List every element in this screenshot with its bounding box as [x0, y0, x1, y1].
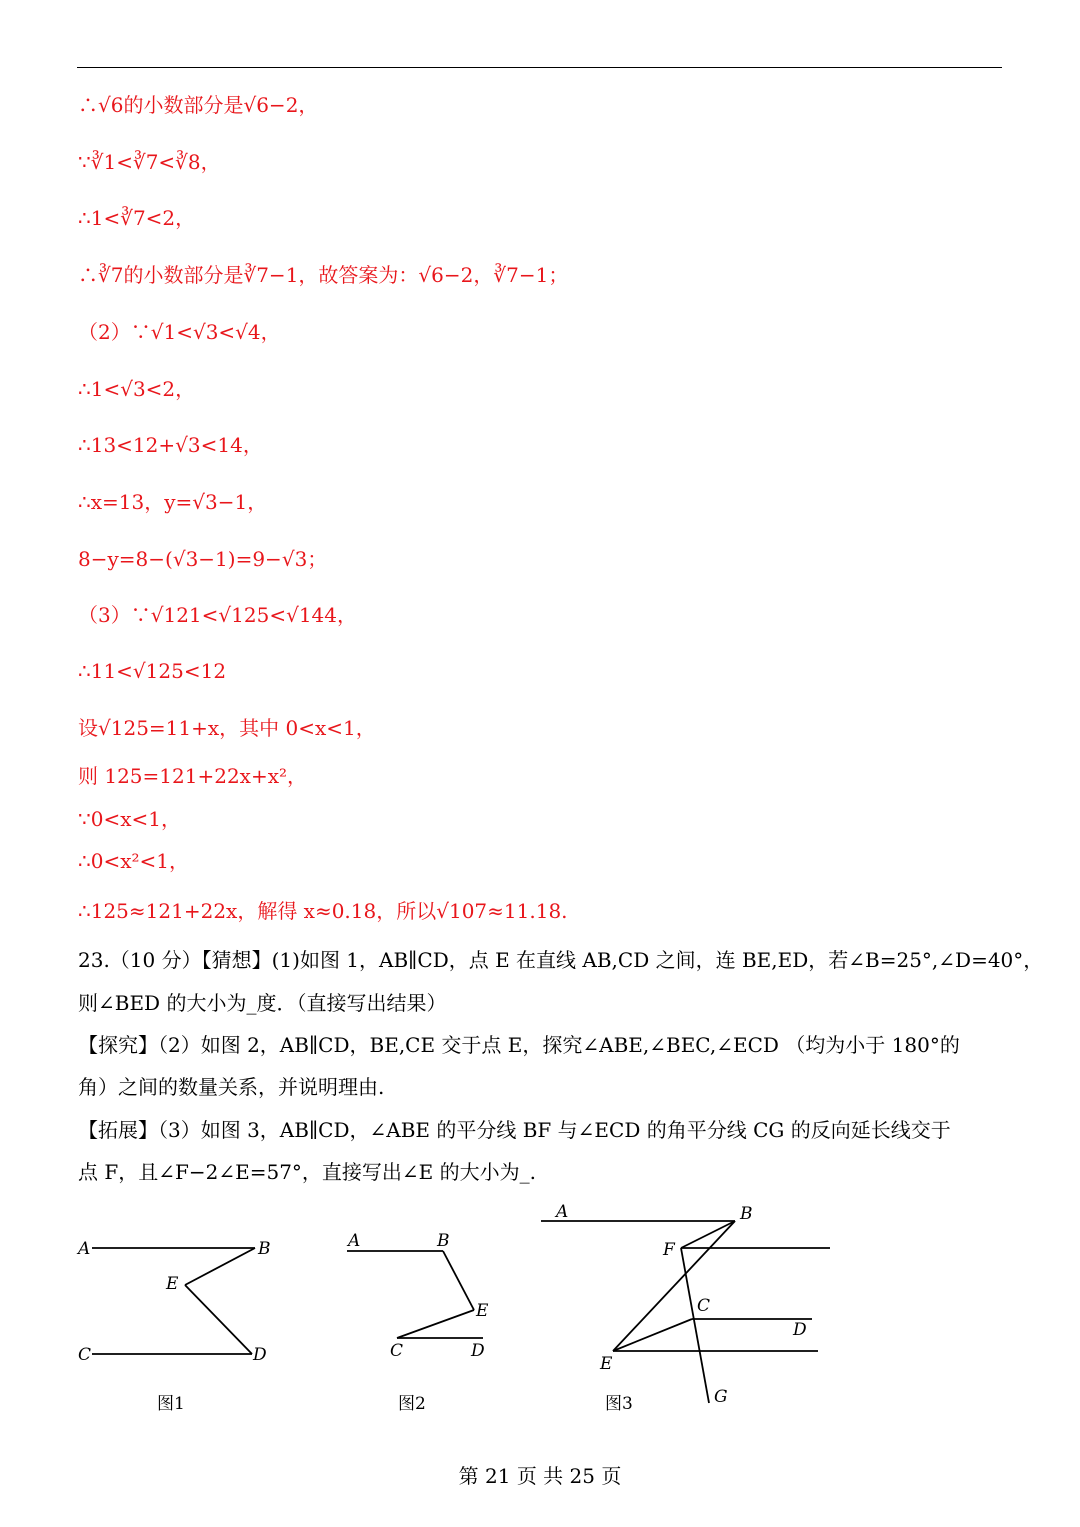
question-line: 点 F，且∠F−2∠E=57°，直接写出∠E 的大小为_.: [78, 1160, 536, 1184]
solution-line: ∴13<12+√3<14，: [78, 433, 263, 457]
fig1-label-D: D: [253, 1345, 267, 1365]
solution-line: ∴∛7的小数部分是∛7−1，故答案为：√6−2，∛7−1；: [78, 263, 569, 287]
question-line: 23.（10 分）【猜想】(1)如图 1，AB∥CD，点 E 在直线 AB,CD 之间，连 BE,ED，若∠B=25°,∠D=40°，: [78, 948, 1044, 972]
solution-line: 设√125=11+x，其中 0<x<1，: [78, 716, 376, 740]
solution-line: ∴1<√3<2，: [78, 377, 196, 401]
solution-line: 则 125=121+22x+x²，: [78, 764, 308, 788]
fig2-label-D: D: [471, 1341, 485, 1361]
fig2-label-B: B: [437, 1231, 450, 1251]
fig1-label-E: E: [166, 1274, 179, 1294]
fig3-label-A: A: [556, 1202, 569, 1222]
solution-line: ∴11<√125<12: [78, 659, 227, 683]
question-line: 角）之间的数量关系，并说明理由.: [78, 1075, 385, 1099]
solution-line: ∵∛1<∛7<∛8，: [78, 150, 221, 174]
figure-3: [541, 1221, 830, 1403]
fig3-label-B: B: [740, 1204, 753, 1224]
page-footer: 第 21 页 共 25 页: [458, 1464, 622, 1488]
fig1-label-C: C: [78, 1345, 92, 1365]
fig3-label-C: C: [697, 1296, 711, 1316]
fig2-label-E: E: [476, 1301, 489, 1321]
solution-line: ∵0<x<1，: [78, 807, 181, 831]
solution-line: ∴125≈121+22x，解得 x≈0.18，所以√107≈11.18.: [78, 899, 568, 923]
fig2-label-A: A: [348, 1231, 361, 1251]
figure-2: [347, 1251, 483, 1338]
figure-1-caption: 图1: [157, 1394, 185, 1414]
solution-line: （3）∵√121<√125<√144，: [78, 603, 357, 627]
figure-1: [92, 1248, 255, 1354]
fig3-label-F: F: [663, 1240, 675, 1260]
solution-line: ∴x=13，y=√3−1，: [78, 490, 268, 514]
fig3-label-G: G: [714, 1387, 728, 1407]
solution-line: （2）∵√1<√3<√4，: [78, 320, 281, 344]
figure-3-caption: 图3: [605, 1394, 633, 1414]
header-rule: [77, 67, 1002, 68]
fig2-label-C: C: [390, 1341, 404, 1361]
fig3-label-D: D: [793, 1320, 807, 1340]
solution-line: ∴0<x²<1，: [78, 849, 189, 873]
question-line: 【探究】（2）如图 2，AB∥CD，BE,CE 交于点 E，探究∠ABE,∠BEC,∠ECD （均为小于 180°的: [78, 1033, 960, 1057]
solution-line: 8−y=8−(√3−1)=9−√3；: [78, 547, 328, 571]
solution-line: ∴1<∛7<2，: [78, 206, 196, 230]
figure-2-caption: 图2: [398, 1394, 426, 1414]
fig1-label-A: A: [78, 1239, 91, 1259]
question-line: 则∠BED 的大小为_度．（直接写出结果）: [78, 991, 447, 1015]
question-line: 【拓展】（3）如图 3，AB∥CD，∠ABE 的平分线 BF 与∠ECD 的角平分线 CG 的反向延长线交于: [78, 1118, 951, 1142]
fig1-label-B: B: [258, 1239, 271, 1259]
solution-line: ∴√6的小数部分是√6−2，: [78, 93, 319, 117]
fig3-label-E: E: [600, 1354, 613, 1374]
